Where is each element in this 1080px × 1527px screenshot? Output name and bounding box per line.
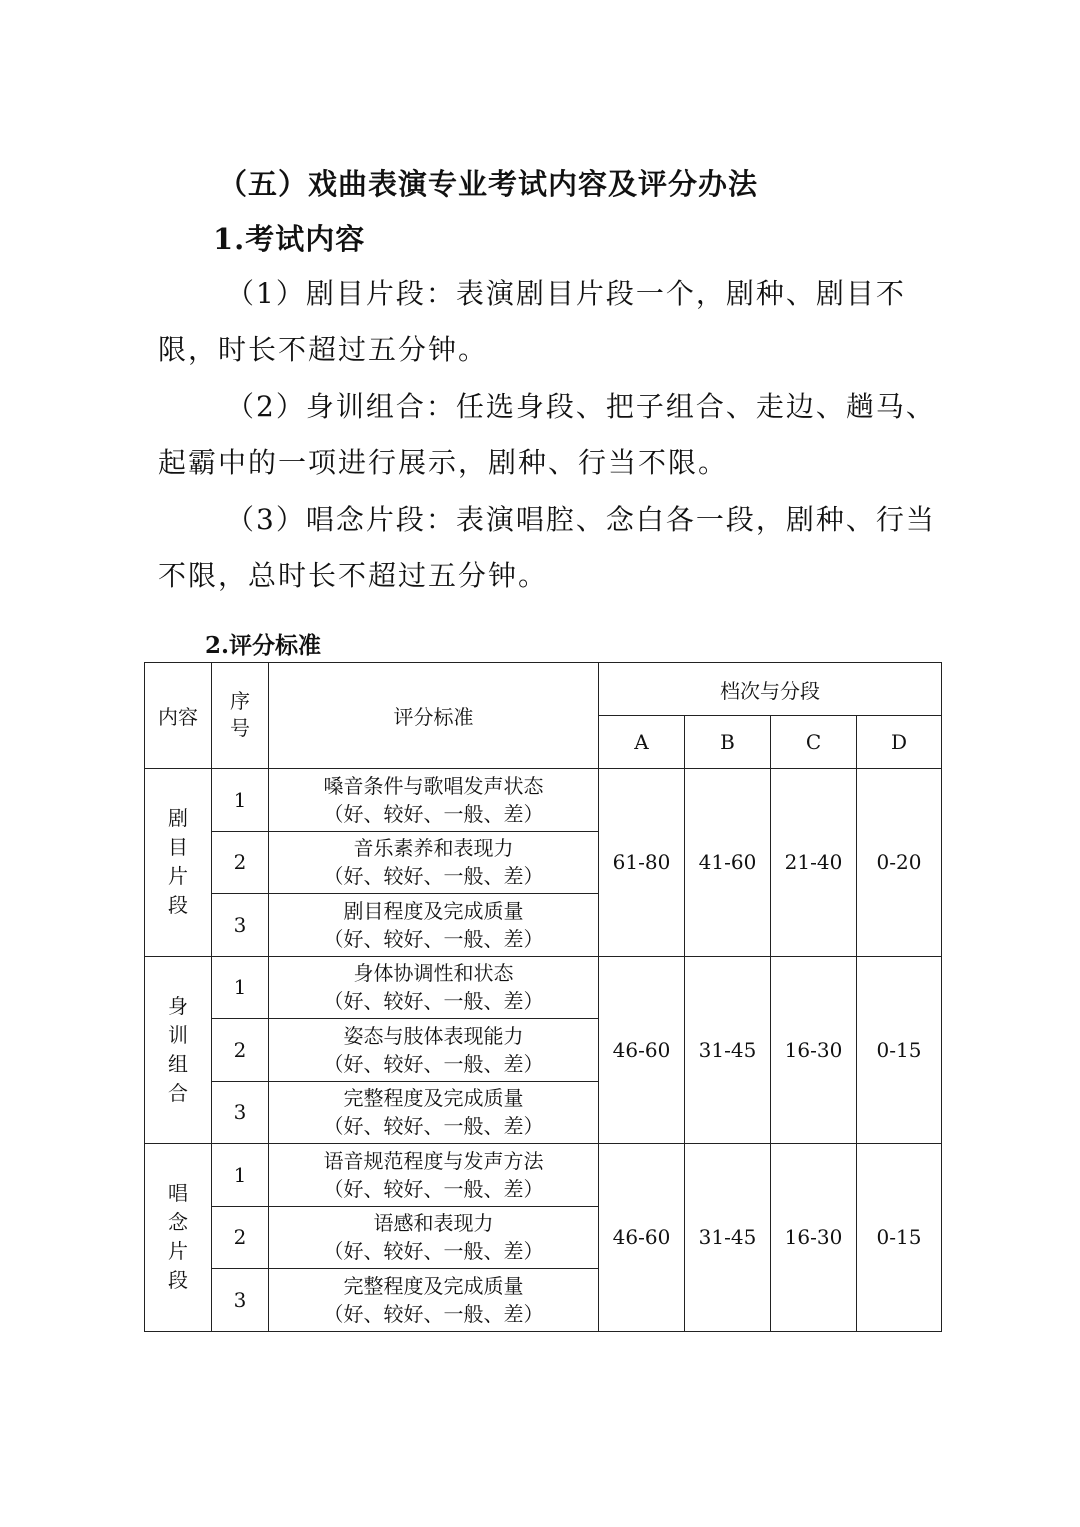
- section-heading: （五）戏曲表演专业考试内容及评分办法: [218, 167, 759, 201]
- row-number: 2: [212, 1019, 269, 1082]
- criterion-text: 姿态与肢体表现能力: [343, 1023, 524, 1048]
- grade-range-c: 16-30: [771, 956, 857, 1144]
- criterion-text: 语音规范程度与发声方法: [323, 1148, 544, 1173]
- table-title: 2.评分标准: [205, 632, 322, 659]
- table-row: [145, 956, 942, 1019]
- group-name-cell: [145, 769, 212, 957]
- header-number-text: 序号: [230, 689, 250, 740]
- criterion-text: 嗓音条件与歌唱发声状态: [323, 773, 544, 798]
- group-name-cell: [145, 956, 212, 1144]
- criterion-cell: [269, 831, 599, 894]
- criterion-cell: [269, 1081, 599, 1144]
- table-row: [145, 1144, 942, 1207]
- header-grade-b: B: [685, 716, 771, 769]
- grade-range-a: 46-60: [599, 956, 685, 1144]
- header-grade-d: D: [857, 716, 942, 769]
- criterion-text: 语感和表现力: [373, 1211, 494, 1236]
- criterion-scale: （好、较好、一般、差）: [323, 801, 544, 826]
- header-content: 内容: [145, 663, 212, 769]
- grade-range-a: 61-80: [599, 769, 685, 957]
- criterion-scale: （好、较好、一般、差）: [323, 1239, 544, 1264]
- row-number: 3: [212, 894, 269, 957]
- header-grades: 档次与分段: [599, 663, 942, 716]
- group-name-cell: [145, 1144, 212, 1332]
- criterion-text: 完整程度及完成质量: [343, 1086, 524, 1111]
- criterion-cell: [269, 894, 599, 957]
- row-number: 1: [212, 1144, 269, 1207]
- scoring-table: [144, 662, 942, 1332]
- criterion-text: 音乐素养和表现力: [353, 836, 514, 861]
- criterion-cell: [269, 1206, 599, 1269]
- row-number: 2: [212, 831, 269, 894]
- criterion-scale: （好、较好、一般、差）: [323, 1176, 544, 1201]
- paragraph-body-training: （2）身训组合：任选身段、把子组合、走边、趟马、起霸中的一项进行展示，剧种、行当不限。: [158, 390, 936, 479]
- group-name: 唱念片段: [168, 1181, 188, 1293]
- criterion-scale: （好、较好、一般、差）: [323, 864, 544, 889]
- criterion-cell: [269, 956, 599, 1019]
- row-number: 1: [212, 769, 269, 832]
- row-number: 1: [212, 956, 269, 1019]
- criterion-text: 完整程度及完成质量: [343, 1273, 524, 1298]
- header-number: [212, 663, 269, 769]
- paragraph-repertoire: （1）剧目片段：表演剧目片段一个，剧种、剧目不限，时长不超过五分钟。: [158, 277, 906, 366]
- header-grade-c: C: [771, 716, 857, 769]
- row-number: 3: [212, 1269, 269, 1332]
- sub-heading: 1.考试内容: [213, 222, 366, 256]
- paragraph-singing: （3）唱念片段：表演唱腔、念白各一段，剧种、行当不限，总时长不超过五分钟。: [158, 503, 936, 592]
- grade-range-d: 0-15: [857, 956, 942, 1144]
- criterion-scale: （好、较好、一般、差）: [323, 1301, 544, 1326]
- group-name: 身训组合: [168, 993, 188, 1105]
- row-number: 3: [212, 1081, 269, 1144]
- criterion-scale: （好、较好、一般、差）: [323, 989, 544, 1014]
- header-grade-a: A: [599, 716, 685, 769]
- row-number: 2: [212, 1206, 269, 1269]
- table-row: [145, 769, 942, 832]
- criterion-text: 身体协调性和状态: [353, 961, 514, 986]
- criterion-scale: （好、较好、一般、差）: [323, 1051, 544, 1076]
- group-name: 剧目片段: [168, 806, 188, 918]
- criterion-cell: [269, 1144, 599, 1207]
- criterion-scale: （好、较好、一般、差）: [323, 1114, 544, 1139]
- header-criteria: 评分标准: [269, 663, 599, 769]
- criterion-text: 剧目程度及完成质量: [343, 898, 524, 923]
- grade-range-d: 0-20: [857, 769, 942, 957]
- grade-range-c: 16-30: [771, 1144, 857, 1332]
- grade-range-b: 41-60: [685, 769, 771, 957]
- criterion-cell: [269, 1019, 599, 1082]
- grade-range-b: 31-45: [685, 1144, 771, 1332]
- grade-range-a: 46-60: [599, 1144, 685, 1332]
- criterion-cell: [269, 769, 599, 832]
- criterion-cell: [269, 1269, 599, 1332]
- criterion-scale: （好、较好、一般、差）: [323, 926, 544, 951]
- grade-range-b: 31-45: [685, 956, 771, 1144]
- grade-range-d: 0-15: [857, 1144, 942, 1332]
- grade-range-c: 21-40: [771, 769, 857, 957]
